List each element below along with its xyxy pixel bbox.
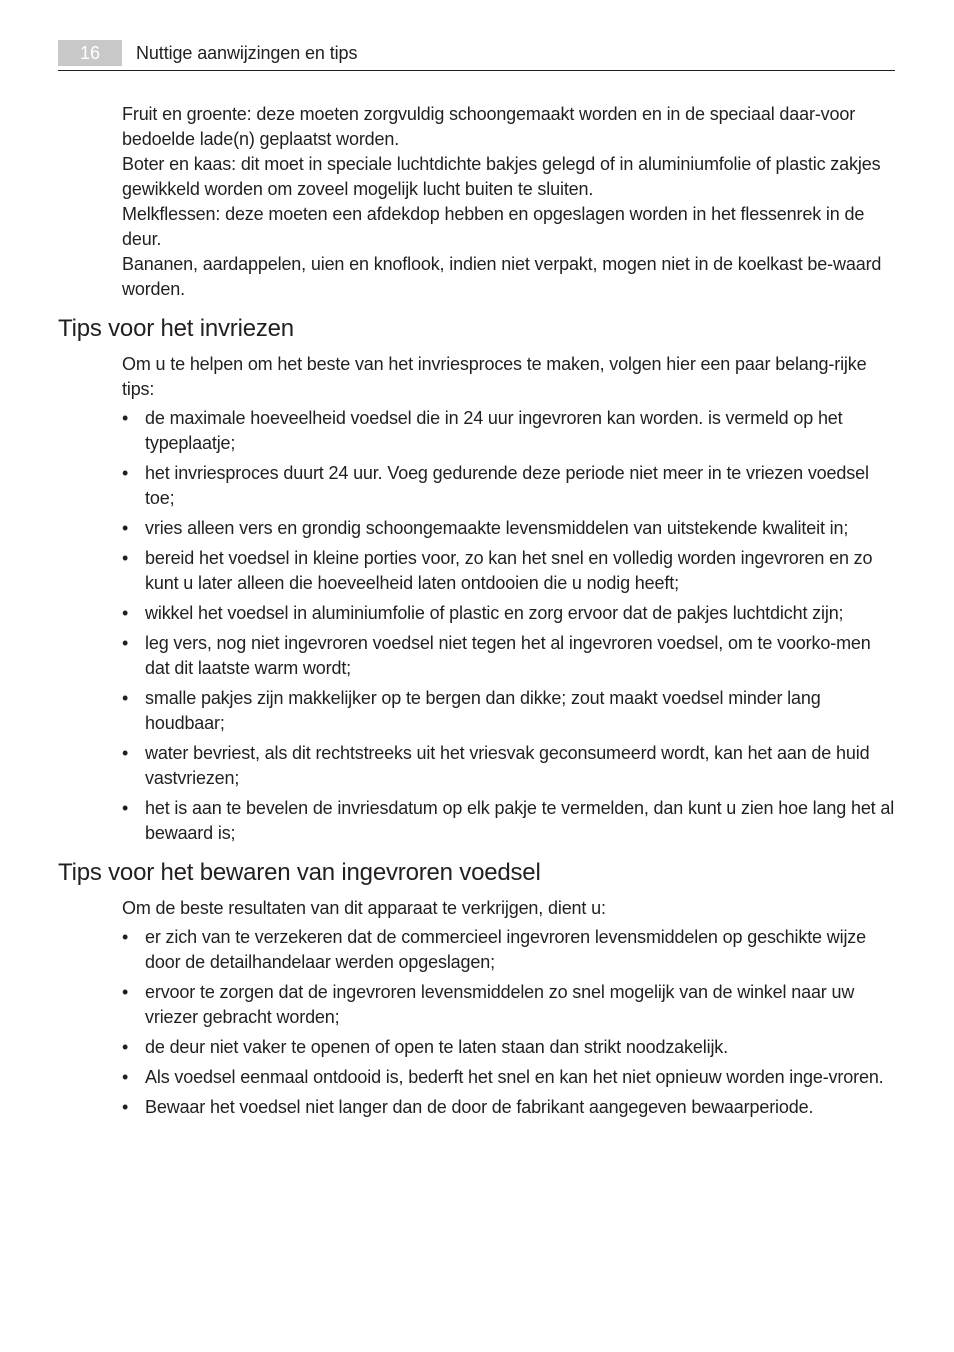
list-item xyxy=(122,1035,895,1060)
page-number: 16 xyxy=(58,40,122,66)
bullet-list-freezing xyxy=(0,406,954,846)
list-item xyxy=(122,461,895,511)
bullet-icon: • xyxy=(122,463,129,483)
list-item xyxy=(122,741,895,791)
list-item xyxy=(122,1095,895,1120)
list-item-text: het invriesproces duurt 24 uur. Voeg gedurende deze periode niet meer in te vriezen voedsel toe; xyxy=(145,463,869,508)
bullet-icon: • xyxy=(122,982,129,1002)
list-item xyxy=(122,406,895,456)
bullet-icon: • xyxy=(122,1067,129,1087)
bullet-icon: • xyxy=(122,603,129,623)
bullet-icon: • xyxy=(122,743,129,763)
list-item xyxy=(122,1065,895,1090)
list-item-text: vries alleen vers en grondig schoongemaakte levensmiddelen van uitstekende kwaliteit in; xyxy=(145,518,849,538)
bullet-icon: • xyxy=(122,688,129,708)
list-item xyxy=(122,796,895,846)
page-content xyxy=(0,102,954,1125)
section-title-storing: Tips voor het bewaren van ingevroren voedsel xyxy=(58,859,541,886)
section-intro: Om u te helpen om het beste van het invriesproces te maken, volgen hier een paar belang-rijke tips: xyxy=(122,354,867,399)
bullet-icon: • xyxy=(122,518,129,538)
list-item-text: smalle pakjes zijn makkelijker op te bergen dan dikke; zout maakt voedsel minder lang houdbaar; xyxy=(145,688,821,733)
list-item xyxy=(122,601,895,626)
list-item xyxy=(122,516,895,541)
bullet-icon: • xyxy=(122,927,129,947)
bullet-list-storing xyxy=(0,925,954,1120)
list-item-text: het is aan te bevelen de invriesdatum op elk pakje te vermelden, dan kunt u zien hoe lang het al bewaard is; xyxy=(145,798,895,843)
header-title: Nuttige aanwijzingen en tips xyxy=(136,43,358,63)
list-item xyxy=(122,925,895,975)
list-item-text: de deur niet vaker te openen of open te laten staan dan strikt noodzakelijk. xyxy=(145,1037,728,1057)
list-item-text: Als voedsel eenmaal ontdooid is, bederft het snel en kan het niet opnieuw worden inge-vroren. xyxy=(145,1067,884,1087)
bullet-icon: • xyxy=(122,548,129,568)
list-item-text: water bevriest, als dit rechtstreeks uit het vriesvak geconsumeerd wordt, kan het aan de huid vastvriezen; xyxy=(145,743,870,788)
bullet-icon: • xyxy=(122,798,129,818)
list-item-text: er zich van te verzekeren dat de commercieel ingevroren levensmiddelen op geschikte wijze door de detailhandelaar werden opgeslagen; xyxy=(145,927,867,972)
intro-paragraph: Boter en kaas: dit moet in speciale luchtdichte bakjes gelegd of in aluminiumfolie of plastic zakjes gewikkeld worden om zoveel mogelijk lucht buiten te sluiten. xyxy=(122,154,881,199)
intro-paragraph: Fruit en groente: deze moeten zorgvuldig schoongemaakt worden en in de speciaal daar-voor bedoelde lade(n) geplaatst worden. xyxy=(122,104,856,149)
list-item-text: bereid het voedsel in kleine porties voor, zo kan het snel en volledig worden ingevroren en zo kunt u later alleen die hoeveelheid laten ontdooien die u nodig heeft; xyxy=(145,548,873,593)
bullet-icon: • xyxy=(122,408,129,428)
list-item-text: ervoor te zorgen dat de ingevroren levensmiddelen zo snel mogelijk van de winkel naar uw vriezer gebracht worden; xyxy=(145,982,855,1027)
list-item-text: Bewaar het voedsel niet langer dan de door de fabrikant aangegeven bewaarperiode. xyxy=(145,1097,814,1117)
section-title-freezing: Tips voor het invriezen xyxy=(58,315,294,342)
intro-paragraph: Melkflessen: deze moeten een afdekdop hebben en opgeslagen worden in het flessenrek in de deur. xyxy=(122,204,865,249)
list-item xyxy=(122,686,895,736)
list-item-text: leg vers, nog niet ingevroren voedsel niet tegen het al ingevroren voedsel, om te voorko-men dat dit laatste warm wordt; xyxy=(145,633,871,678)
list-item xyxy=(122,631,895,681)
list-item xyxy=(122,980,895,1030)
list-item-text: wikkel het voedsel in aluminiumfolie of plastic en zorg ervoor dat de pakjes luchtdicht zijn; xyxy=(145,603,844,623)
list-item xyxy=(122,546,895,596)
section-intro: Om de beste resultaten van dit apparaat te verkrijgen, dient u: xyxy=(122,898,606,918)
bullet-icon: • xyxy=(122,1097,129,1117)
bullet-icon: • xyxy=(122,633,129,653)
page-header xyxy=(58,40,895,71)
bullet-icon: • xyxy=(122,1037,129,1057)
list-item-text: de maximale hoeveelheid voedsel die in 24 uur ingevroren kan worden. is vermeld op het typeplaatje; xyxy=(145,408,843,453)
intro-paragraph: Bananen, aardappelen, uien en knoflook, indien niet verpakt, mogen niet in de koelkast be-waard worden. xyxy=(122,254,882,299)
